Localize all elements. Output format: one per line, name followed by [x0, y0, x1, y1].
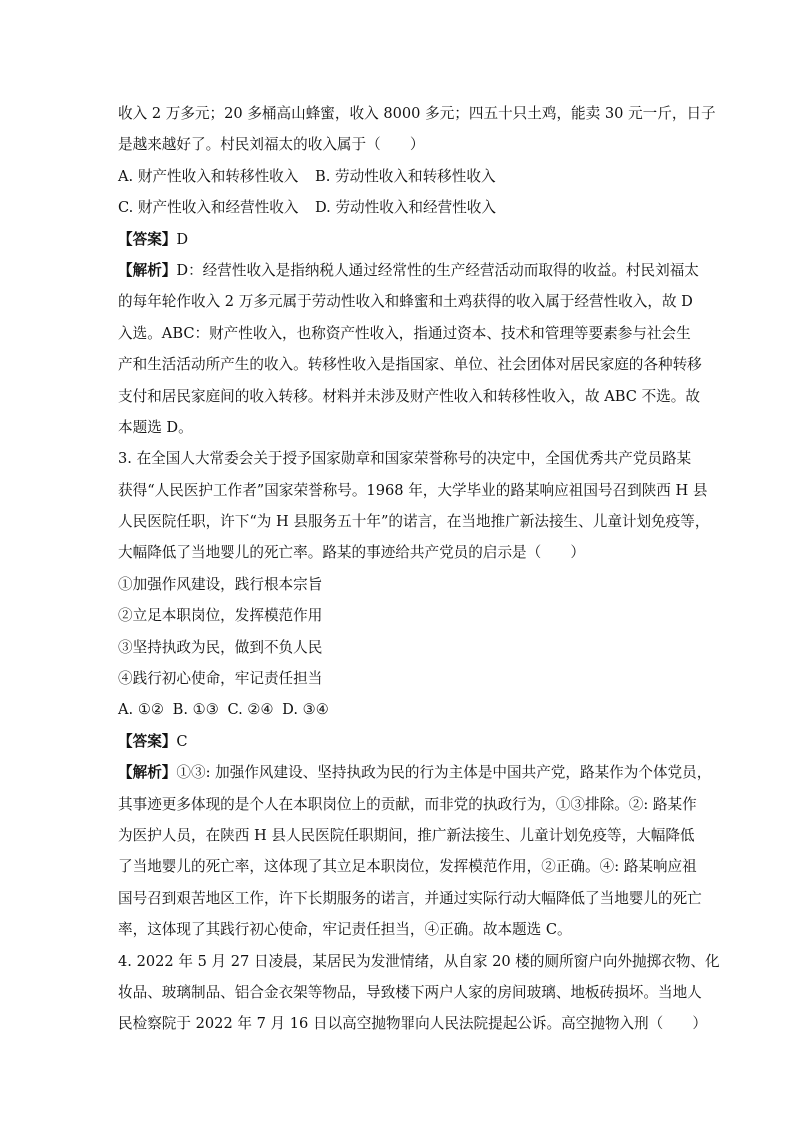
question-3-statement: ①加强作风建设，践行根本宗旨 [118, 575, 323, 593]
question-2-option-b: B. 劳动性收入和转移性收入 [315, 167, 496, 185]
question-2-analysis-line: 的每年轮作收入 2 万多元属于劳动性收入和蜂蜜和土鸡获得的收入属于经营性收入，故 D [118, 293, 693, 311]
question-3-option-c: C. ②④ [227, 701, 274, 719]
analysis-text: D：经营性收入是指纳税人通过经常性的生产经营活动而取得的收益。村民刘福太 [176, 261, 699, 279]
question-3-option-a: A. ①② [118, 701, 164, 719]
question-2-analysis-line: 入选。ABC：财产性收入，也称资产性收入，指通过资本、技术和管理等要素参与社会生 [118, 324, 691, 342]
question-2-analysis-line: 本题选 D。 [118, 418, 193, 436]
question-4-stem-line: 民检察院于 2022 年 7 月 16 日以高空抛物罪向人民法院提起公诉。高空抛物入刑（ ） [118, 1015, 708, 1033]
question-3-stem-line: 人民医院任职，许下“为 H 县服务五十年”的诺言，在当地推广新法接生、儿童计划免疫等， [118, 513, 710, 531]
question-4-stem-line: 4. 2022 年 5 月 27 日凌晨，某居民为发泄情绪，从自家 20 楼的厕所窗户向外抛掷衣物、化 [118, 952, 720, 970]
question-3-option-d: D. ③④ [282, 701, 329, 719]
question-3-statement: ④践行初心使命，牢记责任担当 [118, 670, 323, 688]
question-2-answer [118, 224, 676, 255]
question-3-stem-line: 大幅降低了当地婴儿的死亡率。路某的事迹给共产党员的启示是（ ） [118, 544, 586, 562]
question-3-analysis-line: 其事迹更多体现的是个人在本职岗位上的贡献，而非党的执政行为，①③排除。②: 路某作 [118, 795, 697, 813]
question-3-stem-line: 3. 在全国人大常委会关于授予国家勋章和国家荣誉称号的决定中，全国优秀共产党员路某 [118, 450, 692, 468]
answer-label: 【答案】 [118, 230, 177, 248]
question-3-analysis-line: 国号召到艰苦地区工作，许下长期服务的诺言，并通过实际行动大幅降低了当地婴儿的死亡 [118, 889, 702, 907]
question-2-stem-line: 收入 2 万多元；20 多桶高山蜂蜜，收入 8000 多元；四五十只土鸡，能卖 30 元一斤，日子 [118, 105, 716, 122]
question-2-options-row [118, 192, 676, 223]
question-3-statement: ②立足本职岗位，发挥模范作用 [118, 607, 323, 625]
question-3-analysis-line: 率，这体现了其践行初心使命，牢记责任担当，④正确。故本题选 C。 [118, 921, 572, 939]
question-4-stem-line: 妆品、玻璃制品、铝合金衣架等物品，导致楼下两户人家的房间玻璃、地板砖损坏。当地人 [118, 983, 702, 1001]
question-2-options-row [118, 161, 676, 192]
question-3-options-row [118, 694, 676, 725]
analysis-label: 【解析】 [118, 261, 177, 279]
question-2-stem-line: 是越来越好了。村民刘福太的收入属于（ ） [118, 136, 425, 154]
question-3-analysis-line: 为医护人员，在陕西 H 县人民医院任职期间，推广新法接生、儿童计划免疫等，大幅降低 [118, 826, 695, 844]
question-2-option-d: D. 劳动性收入和经营性收入 [315, 199, 496, 217]
question-3-analysis-line [118, 757, 712, 788]
question-3-analysis-line: 了当地婴儿的死亡率，这体现了其立足本职岗位，发挥模范作用，②正确。④: 路某响应祖 [118, 858, 697, 876]
answer-value: C [176, 732, 188, 750]
question-3-answer [118, 726, 676, 757]
question-2-option-c: C. 财产性收入和经营性收入 [118, 199, 299, 217]
question-2-analysis-line: 支付和居民家庭间的收入转移。材料并未涉及财产性收入和转移性收入，故 ABC 不选。故 [118, 387, 700, 405]
analysis-text: ①③: 加强作风建设、坚持执政为民的行为主体是中国共产党，路某作为个体党员， [176, 764, 712, 782]
answer-value: D [176, 230, 189, 248]
answer-label: 【答案】 [118, 732, 177, 750]
question-3-option-b: B. ①③ [172, 701, 219, 719]
question-2-option-a: A. 财产性收入和转移性收入 [118, 167, 299, 185]
analysis-label: 【解析】 [118, 764, 177, 782]
question-3-statement: ③坚持执政为民，做到不负人民 [118, 638, 323, 656]
question-3-stem-line: 获得“人民医护工作者”国家荣誉称号。1968 年，大学毕业的路某响应祖国号召到陕西 H 县 [118, 481, 708, 499]
question-2-analysis-line [118, 255, 699, 286]
question-2-analysis-line: 产和生活活动所产生的收入。转移性收入是指国家、单位、社会团体对居民家庭的各种转移 [118, 356, 702, 374]
document-page [118, 98, 720, 1040]
